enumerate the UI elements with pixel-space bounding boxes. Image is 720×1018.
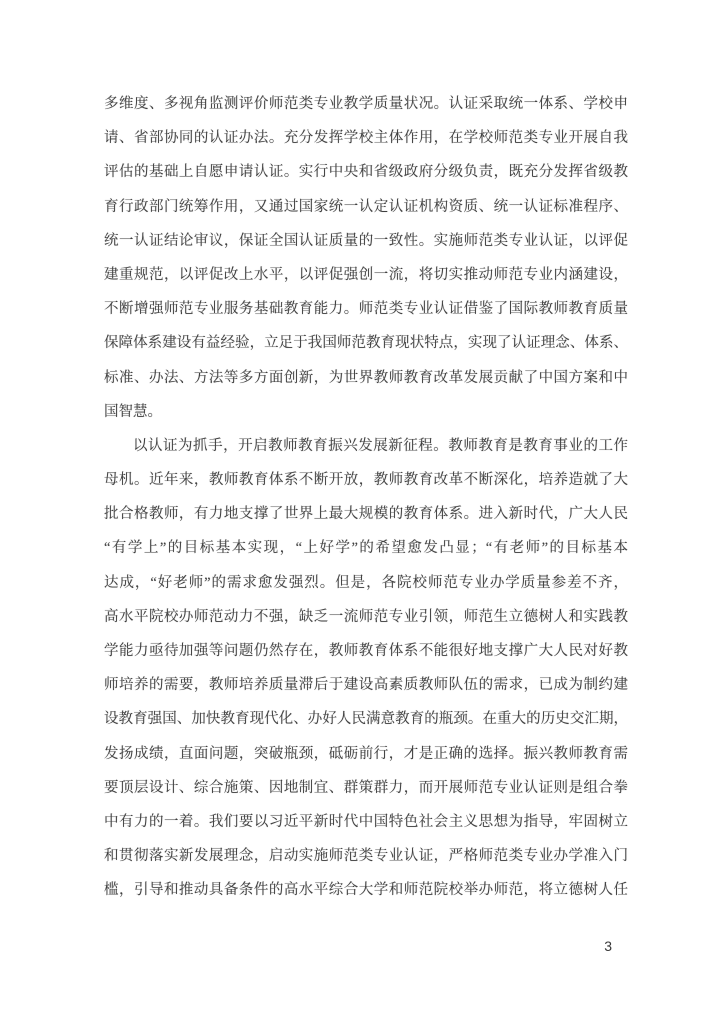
text-line: 多维度、多视角监测评价师范类专业教学质量状况。认证采取统一体系、学校申: [104, 96, 628, 112]
text-line: 请、省部协同的认证办法。充分发挥学校主体作用，在学校师范类专业开展自我: [104, 130, 628, 147]
text-line: 和贯彻落实新发展理念，启动实施师范类专业认证，严格师范类专业办学准入门: [104, 848, 628, 865]
text-line: 中有力的一着。我们要以习近平新时代中国特色社会主义思想为指导，牢固树立: [104, 813, 628, 830]
text-line: 评估的基础上自愿申请认证。实行中央和省级政府分级负责，既充分发挥省级教: [104, 164, 628, 181]
body-text: [104, 87, 628, 908]
text-line: 国智慧。: [104, 403, 162, 420]
text-line: 批合格教师，有力地支撑了世界上最大规模的教育体系。进入新时代，广大人民: [104, 506, 628, 523]
text-line: 标准、办法、方法等多方面创新，为世界教师教育改革发展贡献了中国方案和中: [104, 369, 628, 386]
text-line: 统一认证结论审议，保证全国认证质量的一致性。实施师范类专业认证，以评促: [104, 232, 628, 249]
text-line: 槛，引导和推动具备条件的高水平综合大学和师范院校举办师范，将立德树人任: [104, 882, 628, 899]
text-line: 建重规范，以评促改上水平，以评促强创一流，将切实推动师范专业内涵建设，: [104, 266, 628, 283]
text-line: 高水平院校办师范动力不强，缺乏一流师范专业引领，师范生立德树人和实践教: [104, 608, 628, 625]
text-line: 育行政部门统筹作用，又通过国家统一认定认证机构资质、统一认证标准程序、: [104, 198, 628, 215]
text-line: 以认证为抓手，开启教师教育振兴发展新征程。教师教育是教育事业的工作: [133, 437, 628, 454]
page-number: 3: [604, 938, 612, 954]
text-line: 保障体系建设有益经验，立足于我国师范教育现状特点，实现了认证理念、体系、: [104, 335, 628, 352]
text-line: 不断增强师范专业服务基础教育能力。师范类专业认证借鉴了国际教师教育质量: [104, 301, 628, 318]
text-line: 达成，“好老师”的需求愈发强烈。但是，各院校师范专业办学质量参差不齐，: [104, 574, 628, 591]
text-line: 师培养的需要，教师培养质量滞后于建设高素质教师队伍的需求，已成为制约建: [104, 677, 628, 694]
text-line: “有学上”的目标基本实现，“上好学”的希望愈发凸显；“有老师”的目标基本: [104, 540, 628, 557]
text-line: 母机。近年来，教师教育体系不断开放，教师教育改革不断深化，培养造就了大: [104, 472, 628, 489]
text-line: 发扬成绩，直面问题，突破瓶颈，砥砺前行，才是正确的选择。振兴教师教育需: [104, 745, 628, 762]
text-line: 学能力亟待加强等问题仍然存在，教师教育体系不能很好地支撑广大人民对好教: [104, 643, 628, 659]
text-line: 要顶层设计、综合施策、因地制宜、群策群力，而开展师范专业认证则是组合拳: [104, 779, 628, 796]
text-line: 设教育强国、加快教育现代化、办好人民满意教育的瓶颈。在重大的历史交汇期，: [104, 711, 628, 728]
